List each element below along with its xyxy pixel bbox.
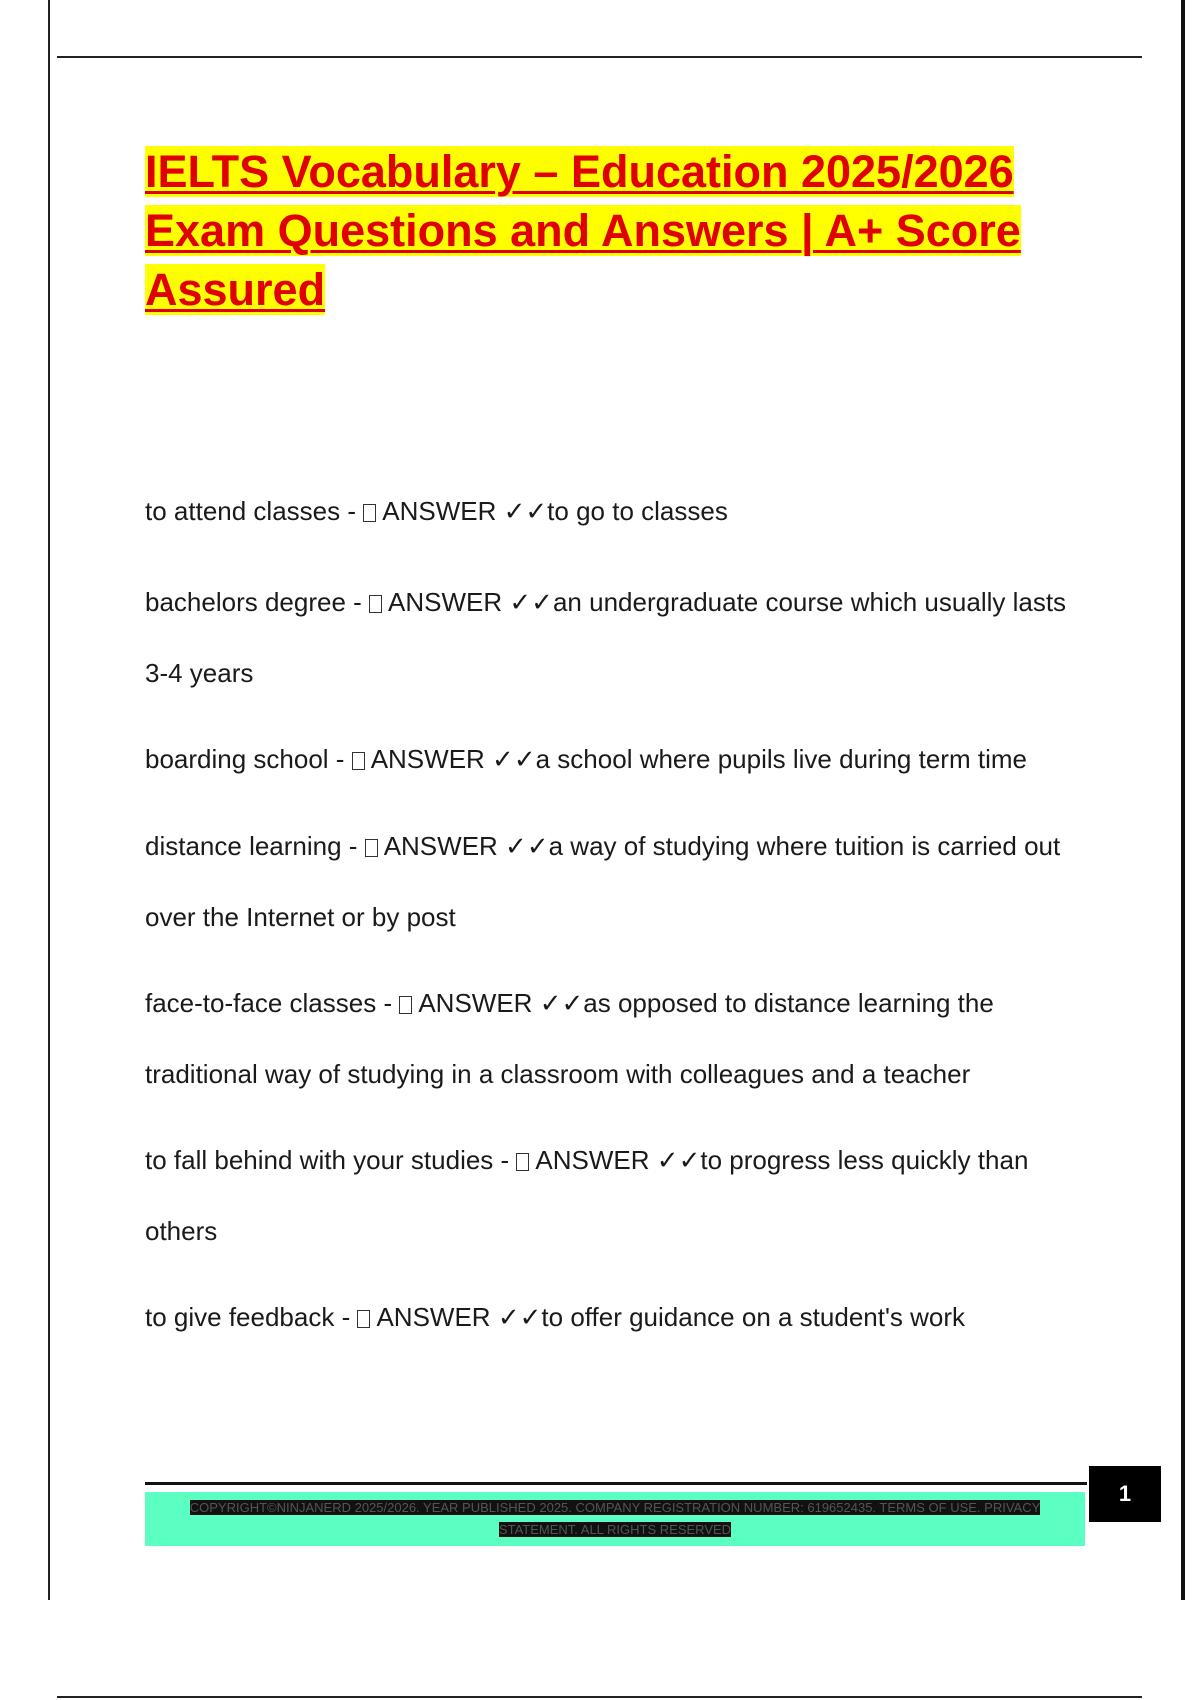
next-page-rule xyxy=(57,1696,1142,1698)
answer-marker: ANSWER xyxy=(535,1145,650,1175)
double-check-icon: ✓✓ xyxy=(539,989,584,1019)
qa-item: boarding school - ANSWER ✓✓a school where pupils live during term time xyxy=(145,744,1027,775)
qa-definition: a way of studying where tuition is carried out over the Internet or by post xyxy=(145,831,1061,932)
missing-glyph-icon xyxy=(516,1153,529,1171)
page-left-border xyxy=(48,0,50,1600)
footer-copyright-band xyxy=(145,1492,1085,1546)
qa-term: to attend classes xyxy=(145,496,341,526)
double-check-icon: ✓✓ xyxy=(503,497,548,527)
qa-term: boarding school xyxy=(145,744,329,774)
qa-definition: to go to classes xyxy=(547,496,728,526)
double-check-icon: ✓✓ xyxy=(509,588,553,618)
page-right-border xyxy=(1181,0,1185,1600)
footer-copyright xyxy=(165,1497,1065,1541)
qa-term: face-to-face classes xyxy=(145,988,377,1018)
footer-rule xyxy=(145,1482,1087,1485)
missing-glyph-icon xyxy=(352,752,365,770)
qa-term: distance learning xyxy=(145,831,342,861)
answer-marker: ANSWER xyxy=(383,831,498,861)
qa-item: face-to-face classes - ANSWER ✓✓as opposed to distance learning the traditional way of studying in a classroom with colleagues and a teacher xyxy=(145,988,994,1089)
answer-marker: ANSWER xyxy=(382,496,497,526)
answer-marker: ANSWER xyxy=(418,988,533,1018)
qa-item: to give feedback - ANSWER ✓✓to offer guidance on a student's work xyxy=(145,1302,966,1333)
qa-definition: to offer guidance on a student's work xyxy=(541,1302,966,1332)
answer-marker: ANSWER xyxy=(376,1302,491,1332)
answer-marker: ANSWER xyxy=(370,744,485,774)
double-check-icon: ✓✓ xyxy=(497,1303,542,1333)
qa-definition: as opposed to distance learning the traditional way of studying in a classroom with colleagues and a teacher xyxy=(145,988,994,1089)
qa-item: to attend classes - ANSWER ✓✓to go to classes xyxy=(145,496,728,527)
qa-definition: a school where pupils live during term time xyxy=(535,744,1027,774)
document-title-text: IELTS Vocabulary – Education 2025/2026 Exam Questions and Answers | A+ Score Assured xyxy=(145,146,1021,315)
qa-term: bachelors degree xyxy=(145,587,346,617)
qa-definition: to progress less quickly than others xyxy=(145,1145,1029,1246)
missing-glyph-icon xyxy=(399,996,412,1014)
double-check-icon: ✓✓ xyxy=(492,745,536,775)
answer-marker: ANSWER xyxy=(388,587,503,617)
double-check-icon: ✓✓ xyxy=(656,1146,701,1176)
document-title xyxy=(145,142,1105,319)
qa-item: bachelors degree - ANSWER ✓✓an undergraduate course which usually lasts 3-4 years xyxy=(145,587,1067,688)
qa-term: to give feedback xyxy=(145,1302,335,1332)
qa-term: to fall behind with your studies xyxy=(145,1145,494,1175)
header-rule xyxy=(57,56,1142,58)
missing-glyph-icon xyxy=(357,1310,370,1328)
page-number: 1 xyxy=(1089,1466,1161,1522)
qa-definition: an undergraduate course which usually lasts 3-4 years xyxy=(145,587,1067,688)
qa-list xyxy=(145,476,1085,1369)
missing-glyph-icon xyxy=(365,839,378,857)
double-check-icon: ✓✓ xyxy=(505,832,549,862)
qa-item: to fall behind with your studies - ANSWER ✓✓to progress less quickly than others xyxy=(145,1145,1029,1246)
footer-copyright-text: COPYRIGHT©NINJANERD 2025/2026. YEAR PUBLISHED 2025. COMPANY REGISTRATION NUMBER: 619652435. TERMS OF USE. PRIVACY STATEMENT. ALL RIGHTS RESERVED xyxy=(189,1500,1041,1537)
missing-glyph-icon xyxy=(363,504,376,522)
qa-item: distance learning - ANSWER ✓✓a way of studying where tuition is carried out over the Internet or by post xyxy=(145,831,1061,932)
missing-glyph-icon xyxy=(369,595,382,613)
